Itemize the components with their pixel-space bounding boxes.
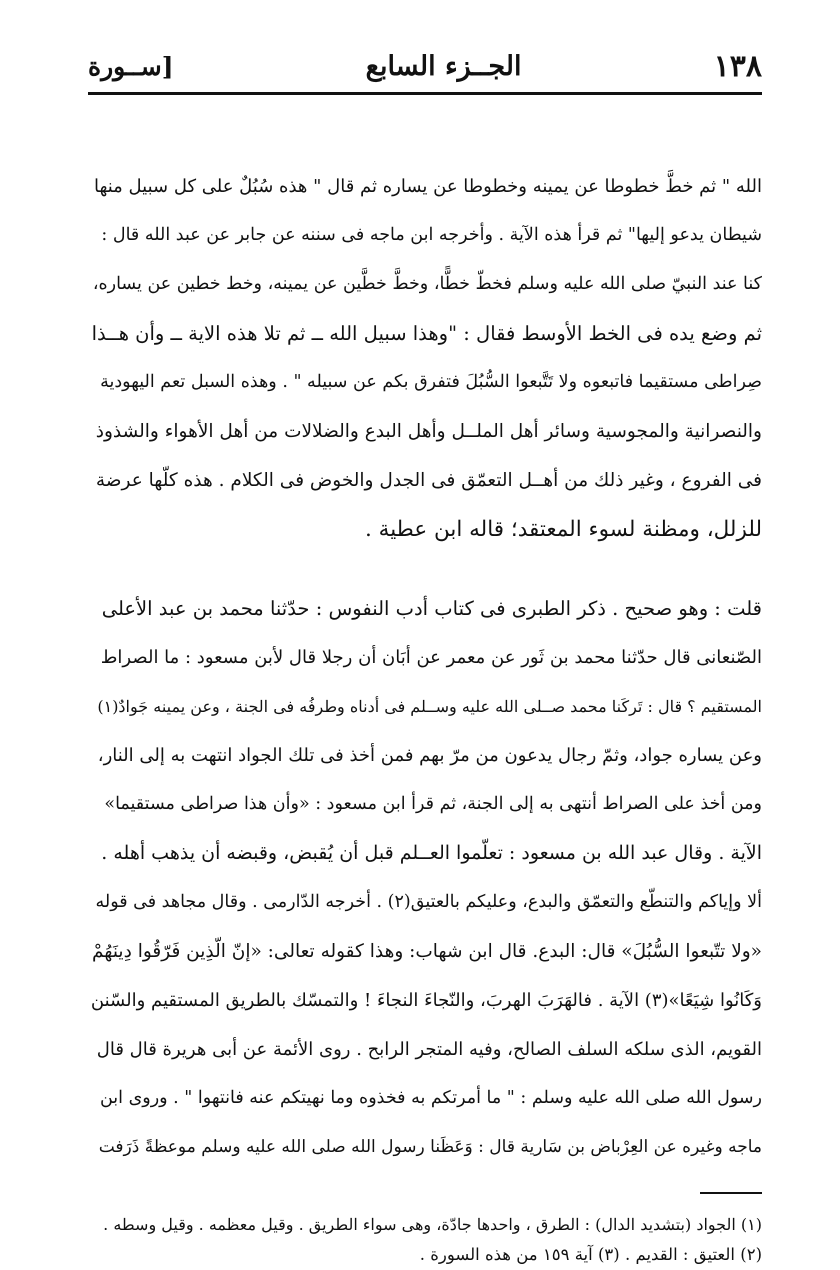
running-header xyxy=(88,40,762,95)
paragraph-2 xyxy=(88,584,762,1172)
text-line: ومن أخذ على الصراط أنتهى به إلى الجنة، ثم قرأ ابن مسعود : «وأن هذا صراطى مستقيما» xyxy=(104,794,762,814)
text-line: رسول الله صلى الله عليه وسلم : " ما أمرتكم به فخذوه وما نهيتكم عنه فانتهوا " . وروى ابن xyxy=(99,1088,762,1108)
text-line: ألا وإياكم والتنطّع والتعمّق والبدع، وعليكم بالعتيق(٢) . أخرجه الدّارمى . وقال مجاهد فى قوله xyxy=(95,892,762,912)
text-line: الصّنعانى قال حدّثنا محمد بن ثَور عن معمر عن أبَان أن رجلا قال لأبن مسعود : ما الصراط xyxy=(100,647,762,668)
text-line: شيطان يدعو إليها" ثم قرأ هذه الآية . وأخرجه ابن ماجه فى سننه عن جابر عن عبد الله قال : xyxy=(101,225,762,245)
footnotes xyxy=(88,1210,762,1270)
text-line: الآية . وقال عبد الله بن مسعود : تعلّموا العــلم قبل أن يُقبض، وقبضه أن يذهب أهله . xyxy=(101,842,762,864)
text-line: وعن يساره جواد، وثمّ رجال يدعون من مرّ بهم فمن أخذ فى تلك الجواد انتهت به إلى النار، xyxy=(97,745,762,766)
text-line: ثم وضع يده فى الخط الأوسط فقال : "وهذا سبيل الله ــ ثم تلا هذه الاية ــ وأن هــذا xyxy=(91,322,762,345)
text-line: القويم، الذى سلكه السلف الصالح، وفيه المتجر الرابح . روى الأئمة عن أبى هريرة قال قال xyxy=(96,1039,762,1060)
text-line: وَكَانُوا شِيَعًا»(٣) الآية . فالهَرَبَ الهربَ، والنّجاءَ النجاءَ ! والتمسّك بالطريق المستقيم والسّنن xyxy=(90,990,762,1011)
surah-title: [ســورة xyxy=(88,51,174,81)
text-line: الله " ثم خطَّ خطوطا عن يمينه وخطوطا عن يساره ثم قال " هذه سُبُلٌ على كل سبيل منها xyxy=(93,176,762,197)
footnote-separator xyxy=(88,1172,762,1194)
text-line: المستقيم ؟ قال : تَركَنا محمد صــلى الله عليه وســلم فى أدناه وطرفُه فى الجنة ، وعن يمينه جَوادٌ(١) xyxy=(97,697,762,716)
footnote-rule xyxy=(700,1192,762,1194)
part-title: الجــزء السابع xyxy=(365,50,522,82)
page-number: ١٣٨ xyxy=(713,48,762,84)
text-line: والنصرانية والمجوسية وسائر أهل الملــل وأهل البدع والضلالات من أهل الأهواء والشذوذ xyxy=(95,421,762,442)
text-line: فى الفروع ، وغير ذلك من أهــل التعمّق فى الجدل والخوض فى الكلام . هذه كلّها عرضة xyxy=(95,470,762,491)
footnote-line: (١) الجواد (بتشديد الدال) : الطرق ، واحدها جادّة، وهى سواء الطريق . وقيل معظمه . وقيل وسطه . xyxy=(103,1215,762,1234)
footnote-line: (٢) العتيق : القديم . (٣) آية ١٥٩ من هذه السورة . xyxy=(419,1245,762,1264)
text-line: ماجه وغيره عن العِرْباض بن سَارية قال : وَعَظَنا رسول الله صلى الله عليه وسلم موعظةً ذَرَفت xyxy=(98,1137,762,1157)
text-line: قلت : وهو صحيح . ذكر الطبرى فى كتاب أدب النفوس : حدّثنا محمد بن عبد الأعلى xyxy=(101,597,762,620)
text-line: كنا عند النبيّ صلى الله عليه وسلم فخطّ خطًّا، وخطَّ خطَّين عن يمينه، وخط خطين عن يساره، xyxy=(92,274,762,294)
text-line: صِراطى مستقيما فاتبعوه ولا تَتَّبعوا السُّبُلَ فتفرق بكم عن سبيله " . وهذه السبل تعم اليهودية xyxy=(100,372,762,392)
text-line: «ولا تتّبعوا السُّبُلَ» قال: البدع. قال ابن شهاب: وهذا كقوله تعالى: «إنّ الّذِين فَرّقُوا دِينَهُمْ xyxy=(92,941,762,962)
text-line: للزلل، ومظنة لسوء المعتقد؛ قاله ابن عطية . xyxy=(365,517,762,542)
paragraph-1 xyxy=(88,162,762,554)
